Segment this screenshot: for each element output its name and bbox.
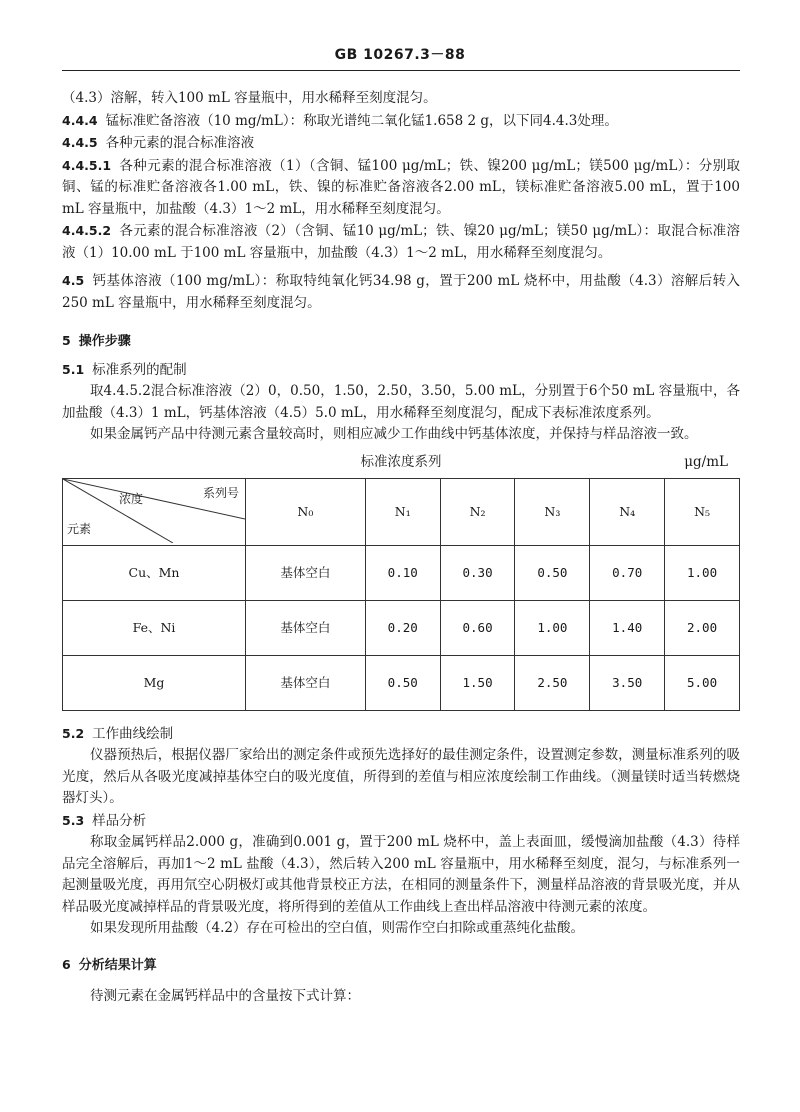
cell-value: 0.70 (590, 545, 665, 600)
cell-value: 0.50 (365, 655, 440, 710)
section-5-3-heading (62, 810, 740, 833)
table-title: 标准浓度系列 (360, 453, 442, 470)
cell-value: 0.50 (515, 545, 590, 600)
cell-value: 5.00 (665, 655, 740, 710)
row-element: Mg (63, 655, 246, 710)
cell-value: 0.30 (440, 545, 515, 600)
section-number: 4.4.5 (62, 135, 98, 150)
section-title: 样品分析 (92, 812, 147, 829)
paragraph-dissolve: （4.3）溶解，转入100 mL 容量瓶中，用水稀释至刻度混匀。 (62, 90, 437, 106)
column-header: N₁ (365, 478, 440, 545)
header-rule (62, 70, 740, 71)
section-title: 分析结果计算 (78, 957, 157, 973)
cell-value: 3.50 (590, 655, 665, 710)
table-corner-cell (63, 478, 246, 545)
section-4-4-5 (62, 132, 740, 155)
cell-value: 基体空白 (246, 545, 366, 600)
section-title: 操作步骤 (78, 334, 131, 349)
section-text: 各元素的混合标准溶液（2）（含铜、锰10 μg/mL；铁、镍20 μg/mL；镁50 μg/mL）：取混合标准溶液（1）10.00 mL 于100 mL 容量瓶中，加盐酸（4.3）1～2 mL，用水稀释至刻度混匀。 (62, 223, 740, 261)
section-number: 4.4.5.2 (62, 223, 112, 238)
section-number: 5.3 (62, 812, 85, 828)
document-body (62, 88, 740, 1008)
section-5-1-heading (62, 359, 740, 382)
table-row (63, 545, 740, 600)
cell-value: 1.00 (665, 545, 740, 600)
column-header: N₃ (515, 478, 590, 545)
paragraph-5-2: 仪器预热后，根据仪器厂家给出的测定条件或预先选择好的最佳测定条件，设置测定参数，测量标准系列的吸光度，然后从各吸光度减掉基体空白的吸光度值，所得到的差值与相应浓度绘制工作曲线。（测量镁时适当转燃烧器灯头）。 (62, 747, 740, 806)
cell-value: 1.40 (590, 600, 665, 655)
section-number: 6 (62, 956, 71, 972)
cell-value: 2.00 (665, 600, 740, 655)
paragraph-6: 待测元素在金属钙样品中的含量按下式计算： (90, 988, 360, 1004)
section-text: 锰标准贮备溶液（10 mg/mL）：称取光谱纯二氧化锰1.658 2 g，以下同4.4.3处理。 (105, 112, 618, 129)
section-number: 5.1 (62, 361, 85, 377)
cell-value: 0.20 (365, 600, 440, 655)
section-number: 5.2 (62, 725, 85, 741)
paragraph-5-3-a: 称取金属钙样品2.000 g，准确到0.001 g，置于200 mL 烧杯中，盖上表面皿，缓慢滴加盐酸（4.3）待样品完全溶解后，再加1～2 mL 盐酸（4.3），然后转入200 mL 容量瓶中，用水稀释至刻度，混匀，与标准系列一起测量吸光度，再用氘空心阴极灯或其他背景校正方法，在相同的测量条件下，测量样品溶液的背景吸光度，并从样品吸光度减掉样品的背景吸光度，将所得到的差值从工作曲线上查出样品溶液中待测元素的浓度。 (62, 834, 740, 915)
section-4-4-5-1 (62, 155, 740, 221)
section-title: 标准系列的配制 (92, 361, 187, 378)
column-header: N₂ (440, 478, 515, 545)
cell-value: 0.10 (365, 545, 440, 600)
section-5-heading (62, 330, 740, 353)
section-number: 5 (62, 333, 71, 348)
section-number: 4.5 (62, 273, 85, 288)
section-text: 各种元素的混合标准溶液（1）（含铜、锰100 μg/mL；铁、镍200 μg/mL；镁500 μg/mL）：分别取铜、锰的标准贮备溶液各1.00 mL，铁、镍的标准贮备溶液各2.00 mL，镁标准贮备溶液5.00 mL，置于100 mL 容量瓶中，加盐酸（4.3）1～2 mL，用水稀释至刻度混匀。 (62, 157, 740, 217)
table-header-row (63, 478, 740, 545)
column-header: N₀ (246, 478, 366, 545)
cell-value: 基体空白 (246, 600, 366, 655)
table-row (63, 600, 740, 655)
standard-concentration-table (62, 478, 740, 711)
cell-value: 1.50 (440, 655, 515, 710)
column-header: N₄ (590, 478, 665, 545)
row-element: Fe、Ni (63, 600, 246, 655)
section-number: 4.4.4 (62, 112, 98, 128)
table-row (63, 655, 740, 710)
corner-label-concentration: 浓度 (119, 491, 144, 506)
section-text: 各种元素的混合标准溶液 (105, 135, 255, 151)
corner-label-element: 元素 (67, 522, 92, 536)
cell-value: 0.60 (440, 600, 515, 655)
section-number: 4.4.5.1 (62, 157, 112, 173)
table-caption (62, 452, 740, 476)
paragraph-5-3-b: 如果发现所用盐酸（4.2）存在可检出的空白值，则需作空白扣除或重蒸纯化盐酸。 (90, 920, 584, 936)
paragraph-5-1-b: 如果金属钙产品中待测元素含量较高时，则相应减少工作曲线中钙基体浓度，并保持与样品溶液一致。 (90, 426, 698, 442)
standard-code-header: GB 10267.3－88 (334, 47, 466, 63)
table-unit: μg/mL (684, 453, 728, 470)
cell-value: 1.00 (515, 600, 590, 655)
row-element: Cu、Mn (63, 545, 246, 600)
section-4-4-5-2 (62, 220, 740, 264)
corner-label-series: 系列号 (202, 485, 239, 500)
cell-value: 基体空白 (246, 655, 366, 710)
section-5-2-heading (62, 723, 740, 746)
section-title: 工作曲线绘制 (92, 725, 174, 742)
column-header: N₅ (665, 478, 740, 545)
paragraph-5-1-a: 取4.4.5.2混合标准溶液（2）0，0.50，1.50，2.50，3.50，5.00 mL，分别置于6个50 mL 容量瓶中，各加盐酸（4.3）1 mL，钙基体溶液（4.5）5.0 mL，用水稀释至刻度混匀，配成下表标准浓度系列。 (62, 383, 740, 421)
section-4-4-4 (62, 110, 740, 133)
section-4-5 (62, 270, 740, 314)
cell-value: 2.50 (515, 655, 590, 710)
section-text: 钙基体溶液（100 mg/mL）：称取特纯氧化钙34.98 g，置于200 mL 烧杯中，用盐酸（4.3）溶解后转入250 mL 容量瓶中，用水稀释至刻度混匀。 (62, 273, 740, 311)
section-6-heading (62, 954, 740, 977)
